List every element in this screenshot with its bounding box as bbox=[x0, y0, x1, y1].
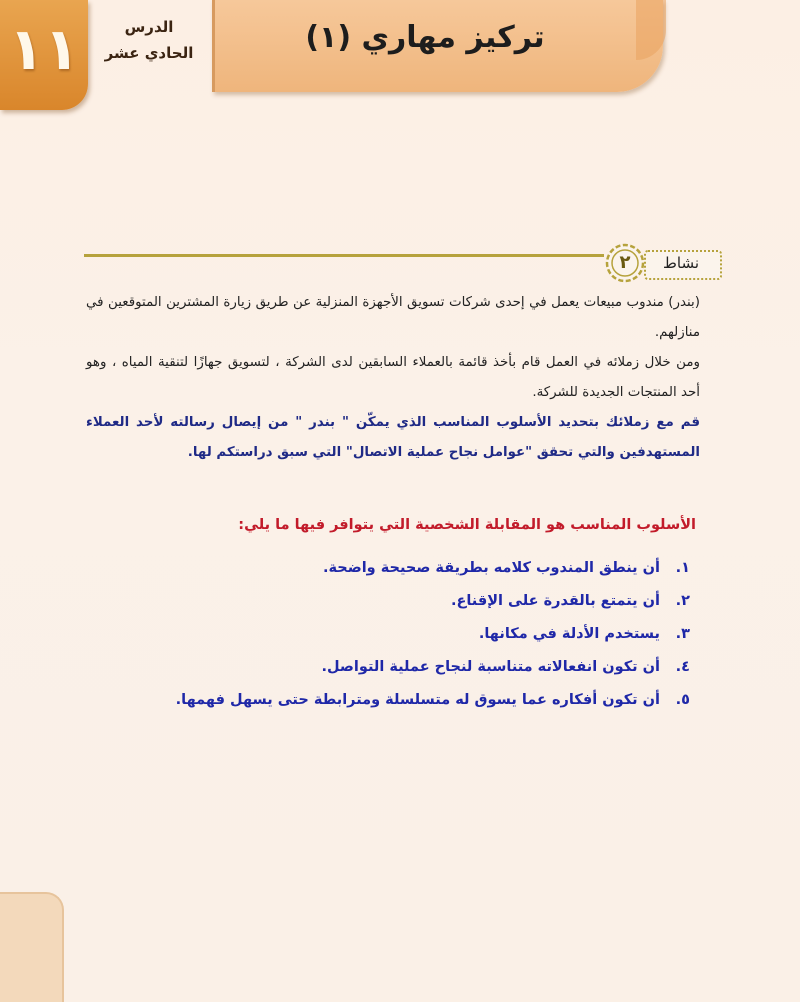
page-title: تركيز مهاري (١) bbox=[305, 20, 545, 55]
lesson-label-line-2: الحادي عشر bbox=[104, 44, 194, 62]
answer-section bbox=[100, 510, 696, 717]
answer-heading: الأسلوب المناسب هو المقابلة الشخصية التي يتوافر فيها ما يلي: bbox=[238, 517, 696, 533]
activity-number: ٢ bbox=[619, 252, 631, 273]
list-item bbox=[100, 618, 690, 651]
answer-list bbox=[100, 552, 696, 717]
list-item bbox=[100, 684, 690, 717]
lesson-label-line-1: الدرس bbox=[124, 18, 174, 36]
lesson-number-badge bbox=[0, 0, 88, 110]
list-item-text: أن تكون أفكاره عما يسوق له متسلسلة ومترابطة حتى يسهل فهمها. bbox=[175, 692, 660, 708]
activity-paragraph-1: (بندر) مندوب مبيعات يعمل في إحدى شركات تسويق الأجهزة المنزلية عن طريق زيارة المشترين المتوقعين في منازلهم. bbox=[86, 295, 700, 340]
list-item-number: ٣. bbox=[675, 626, 690, 642]
title-banner bbox=[212, 0, 663, 92]
list-item-number: ٤. bbox=[675, 659, 690, 675]
activity-text bbox=[86, 288, 700, 468]
activity-label: نشاط bbox=[663, 254, 699, 272]
activity-tag bbox=[604, 242, 720, 282]
list-item-text: يستخدم الأدلة في مكانها. bbox=[478, 626, 660, 642]
list-item bbox=[100, 585, 690, 618]
list-item bbox=[100, 552, 690, 585]
page-corner-tab bbox=[0, 892, 64, 1002]
list-item-text: أن يتمتع بالقدرة على الإقناع. bbox=[450, 593, 660, 609]
list-item-number: ٥. bbox=[675, 692, 690, 708]
activity-paragraph-2: ومن خلال زملائه في العمل قام بأخذ قائمة بالعملاء السابقين لدى الشركة ، لتسويق جهازًا لتنقية المياه ، وهو أحد المنتجات الجديدة للشركة. bbox=[86, 355, 700, 400]
list-item-number: ٢. bbox=[675, 593, 690, 609]
list-item-text: أن ينطق المندوب كلامه بطريقة صحيحة واضحة. bbox=[322, 560, 660, 576]
list-item-text: أن تكون انفعالاته متناسبة لنجاح عملية التواصل. bbox=[321, 659, 660, 675]
lesson-number: ١١ bbox=[8, 15, 80, 83]
list-item-number: ١. bbox=[675, 560, 690, 576]
list-item bbox=[100, 651, 690, 684]
lesson-label bbox=[92, 14, 206, 66]
activity-task: قم مع زملائك بتحديد الأسلوب المناسب الذي يمكّن " بندر " من إيصال رسالته لأحد العملاء المستهدفين والتي تحقق "عوامل نجاح عملية الاتصال" التي سبق دراستكم لها. bbox=[86, 415, 700, 460]
activity-divider bbox=[84, 254, 604, 257]
